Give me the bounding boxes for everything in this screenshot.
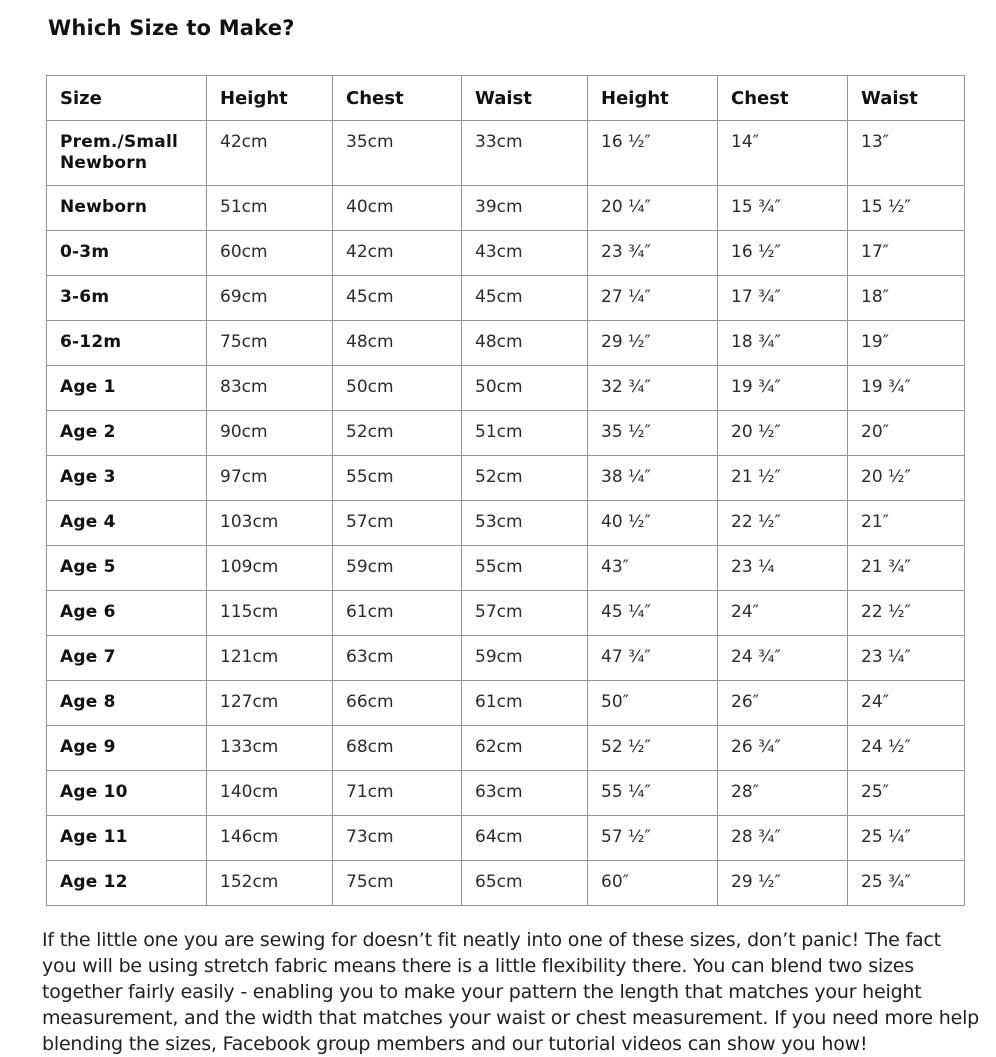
column-header: Size — [47, 76, 207, 121]
size-label-cell: Age 4 — [47, 501, 207, 546]
measurement-cell: 64cm — [462, 816, 588, 861]
measurement-cell: 52cm — [462, 456, 588, 501]
measurement-cell: 51cm — [462, 411, 588, 456]
size-label-cell: Age 9 — [47, 726, 207, 771]
measurement-cell: 47 ¾″ — [588, 636, 718, 681]
measurement-cell: 21 ½″ — [718, 456, 848, 501]
measurement-cell: 17″ — [848, 231, 965, 276]
measurement-cell: 68cm — [333, 726, 462, 771]
table-row — [47, 861, 965, 906]
measurement-cell: 19″ — [848, 321, 965, 366]
measurement-cell: 48cm — [333, 321, 462, 366]
measurement-cell: 23 ¼ — [718, 546, 848, 591]
measurement-cell: 57cm — [462, 591, 588, 636]
measurement-cell: 28″ — [718, 771, 848, 816]
measurement-cell: 39cm — [462, 186, 588, 231]
measurement-cell: 20″ — [848, 411, 965, 456]
measurement-cell: 61cm — [462, 681, 588, 726]
table-row — [47, 456, 965, 501]
column-header: Height — [588, 76, 718, 121]
measurement-cell: 24 ½″ — [848, 726, 965, 771]
measurement-cell: 15 ½″ — [848, 186, 965, 231]
measurement-cell: 50cm — [462, 366, 588, 411]
measurement-cell: 24 ¾″ — [718, 636, 848, 681]
measurement-cell: 97cm — [207, 456, 333, 501]
measurement-cell: 60cm — [207, 231, 333, 276]
measurement-cell: 75cm — [207, 321, 333, 366]
measurement-cell: 69cm — [207, 276, 333, 321]
measurement-cell: 21 ¾″ — [848, 546, 965, 591]
measurement-cell: 140cm — [207, 771, 333, 816]
table-row — [47, 501, 965, 546]
paragraph-line: measurement, and the width that matches your waist or chest measurement. If you need more help — [42, 1007, 980, 1029]
measurement-cell: 45 ¼″ — [588, 591, 718, 636]
table-row — [47, 591, 965, 636]
size-label-cell: Age 7 — [47, 636, 207, 681]
size-label-cell: 0-3m — [47, 231, 207, 276]
measurement-cell: 24″ — [848, 681, 965, 726]
size-chart-table — [46, 75, 965, 906]
column-header: Chest — [333, 76, 462, 121]
measurement-cell: 71cm — [333, 771, 462, 816]
measurement-cell: 52 ½″ — [588, 726, 718, 771]
measurement-cell: 62cm — [462, 726, 588, 771]
size-label-cell: Age 8 — [47, 681, 207, 726]
measurement-cell: 152cm — [207, 861, 333, 906]
column-header: Waist — [848, 76, 965, 121]
measurement-cell: 127cm — [207, 681, 333, 726]
measurement-cell: 25″ — [848, 771, 965, 816]
measurement-cell: 25 ¾″ — [848, 861, 965, 906]
measurement-cell: 33cm — [462, 121, 588, 186]
table-row — [47, 186, 965, 231]
measurement-cell: 15 ¾″ — [718, 186, 848, 231]
column-header: Height — [207, 76, 333, 121]
table-row — [47, 636, 965, 681]
measurement-cell: 133cm — [207, 726, 333, 771]
measurement-cell: 22 ½″ — [718, 501, 848, 546]
measurement-cell: 26 ¾″ — [718, 726, 848, 771]
body-paragraph — [42, 927, 980, 1055]
size-label-cell: Age 3 — [47, 456, 207, 501]
measurement-cell: 45cm — [462, 276, 588, 321]
header-row — [47, 76, 965, 121]
measurement-cell: 60″ — [588, 861, 718, 906]
measurement-cell: 20 ½″ — [718, 411, 848, 456]
measurement-cell: 61cm — [333, 591, 462, 636]
table-row — [47, 276, 965, 321]
paragraph-line: If the little one you are sewing for doesn’t fit neatly into one of these sizes, don’t panic! The fact — [42, 929, 941, 951]
measurement-cell: 42cm — [333, 231, 462, 276]
measurement-cell: 18″ — [848, 276, 965, 321]
table-row — [47, 726, 965, 771]
measurement-cell: 28 ¾″ — [718, 816, 848, 861]
measurement-cell: 63cm — [462, 771, 588, 816]
measurement-cell: 29 ½″ — [718, 861, 848, 906]
measurement-cell: 90cm — [207, 411, 333, 456]
measurement-cell: 25 ¼″ — [848, 816, 965, 861]
measurement-cell: 16 ½″ — [718, 231, 848, 276]
measurement-cell: 19 ¾″ — [848, 366, 965, 411]
measurement-cell: 109cm — [207, 546, 333, 591]
measurement-cell: 40cm — [333, 186, 462, 231]
measurement-cell: 65cm — [462, 861, 588, 906]
size-label-cell: Age 6 — [47, 591, 207, 636]
measurement-cell: 73cm — [333, 816, 462, 861]
table-row — [47, 121, 965, 186]
measurement-cell: 50cm — [333, 366, 462, 411]
size-label-cell: Newborn — [47, 186, 207, 231]
measurement-cell: 21″ — [848, 501, 965, 546]
measurement-cell: 19 ¾″ — [718, 366, 848, 411]
measurement-cell: 53cm — [462, 501, 588, 546]
measurement-cell: 59cm — [462, 636, 588, 681]
column-header: Waist — [462, 76, 588, 121]
size-label-cell: Age 5 — [47, 546, 207, 591]
measurement-cell: 42cm — [207, 121, 333, 186]
table-row — [47, 231, 965, 276]
measurement-cell: 26″ — [718, 681, 848, 726]
table-row — [47, 771, 965, 816]
table-row — [47, 546, 965, 591]
measurement-cell: 23 ¾″ — [588, 231, 718, 276]
measurement-cell: 18 ¾″ — [718, 321, 848, 366]
measurement-cell: 35cm — [333, 121, 462, 186]
measurement-cell: 59cm — [333, 546, 462, 591]
size-label-cell: Age 12 — [47, 861, 207, 906]
size-label-cell: Age 10 — [47, 771, 207, 816]
measurement-cell: 55cm — [462, 546, 588, 591]
size-label-cell: 6-12m — [47, 321, 207, 366]
table-body — [47, 121, 965, 906]
measurement-cell: 16 ½″ — [588, 121, 718, 186]
size-label-cell: Age 11 — [47, 816, 207, 861]
measurement-cell: 17 ¾″ — [718, 276, 848, 321]
measurement-cell: 23 ¼″ — [848, 636, 965, 681]
table-row — [47, 366, 965, 411]
size-label-cell: Prem./Small Newborn — [47, 121, 207, 186]
measurement-cell: 32 ¾″ — [588, 366, 718, 411]
page-title: Which Size to Make? — [48, 16, 295, 40]
table-row — [47, 321, 965, 366]
table-row — [47, 816, 965, 861]
measurement-cell: 45cm — [333, 276, 462, 321]
measurement-cell: 40 ½″ — [588, 501, 718, 546]
table-row — [47, 411, 965, 456]
measurement-cell: 48cm — [462, 321, 588, 366]
measurement-cell: 63cm — [333, 636, 462, 681]
measurement-cell: 75cm — [333, 861, 462, 906]
measurement-cell: 121cm — [207, 636, 333, 681]
paragraph-line: you will be using stretch fabric means there is a little flexibility there. You can blend two sizes — [42, 955, 914, 977]
measurement-cell: 43cm — [462, 231, 588, 276]
size-label-cell: 3-6m — [47, 276, 207, 321]
measurement-cell: 27 ¼″ — [588, 276, 718, 321]
paragraph-line-truncated: blending the sizes, Facebook group members and our tutorial videos can show you how! — [42, 1033, 868, 1055]
table-row — [47, 681, 965, 726]
measurement-cell: 51cm — [207, 186, 333, 231]
measurement-cell: 52cm — [333, 411, 462, 456]
measurement-cell: 22 ½″ — [848, 591, 965, 636]
measurement-cell: 55 ¼″ — [588, 771, 718, 816]
measurement-cell: 66cm — [333, 681, 462, 726]
column-header: Chest — [718, 76, 848, 121]
measurement-cell: 50″ — [588, 681, 718, 726]
measurement-cell: 14″ — [718, 121, 848, 186]
measurement-cell: 20 ¼″ — [588, 186, 718, 231]
measurement-cell: 13″ — [848, 121, 965, 186]
measurement-cell: 57 ½″ — [588, 816, 718, 861]
measurement-cell: 83cm — [207, 366, 333, 411]
measurement-cell: 103cm — [207, 501, 333, 546]
measurement-cell: 20 ½″ — [848, 456, 965, 501]
measurement-cell: 146cm — [207, 816, 333, 861]
measurement-cell: 38 ¼″ — [588, 456, 718, 501]
measurement-cell: 29 ½″ — [588, 321, 718, 366]
size-label-cell: Age 1 — [47, 366, 207, 411]
measurement-cell: 55cm — [333, 456, 462, 501]
paragraph-line: together fairly easily - enabling you to make your pattern the length that matches your height — [42, 981, 922, 1003]
measurement-cell: 115cm — [207, 591, 333, 636]
measurement-cell: 24″ — [718, 591, 848, 636]
size-label-cell: Age 2 — [47, 411, 207, 456]
measurement-cell: 57cm — [333, 501, 462, 546]
measurement-cell: 43″ — [588, 546, 718, 591]
measurement-cell: 35 ½″ — [588, 411, 718, 456]
